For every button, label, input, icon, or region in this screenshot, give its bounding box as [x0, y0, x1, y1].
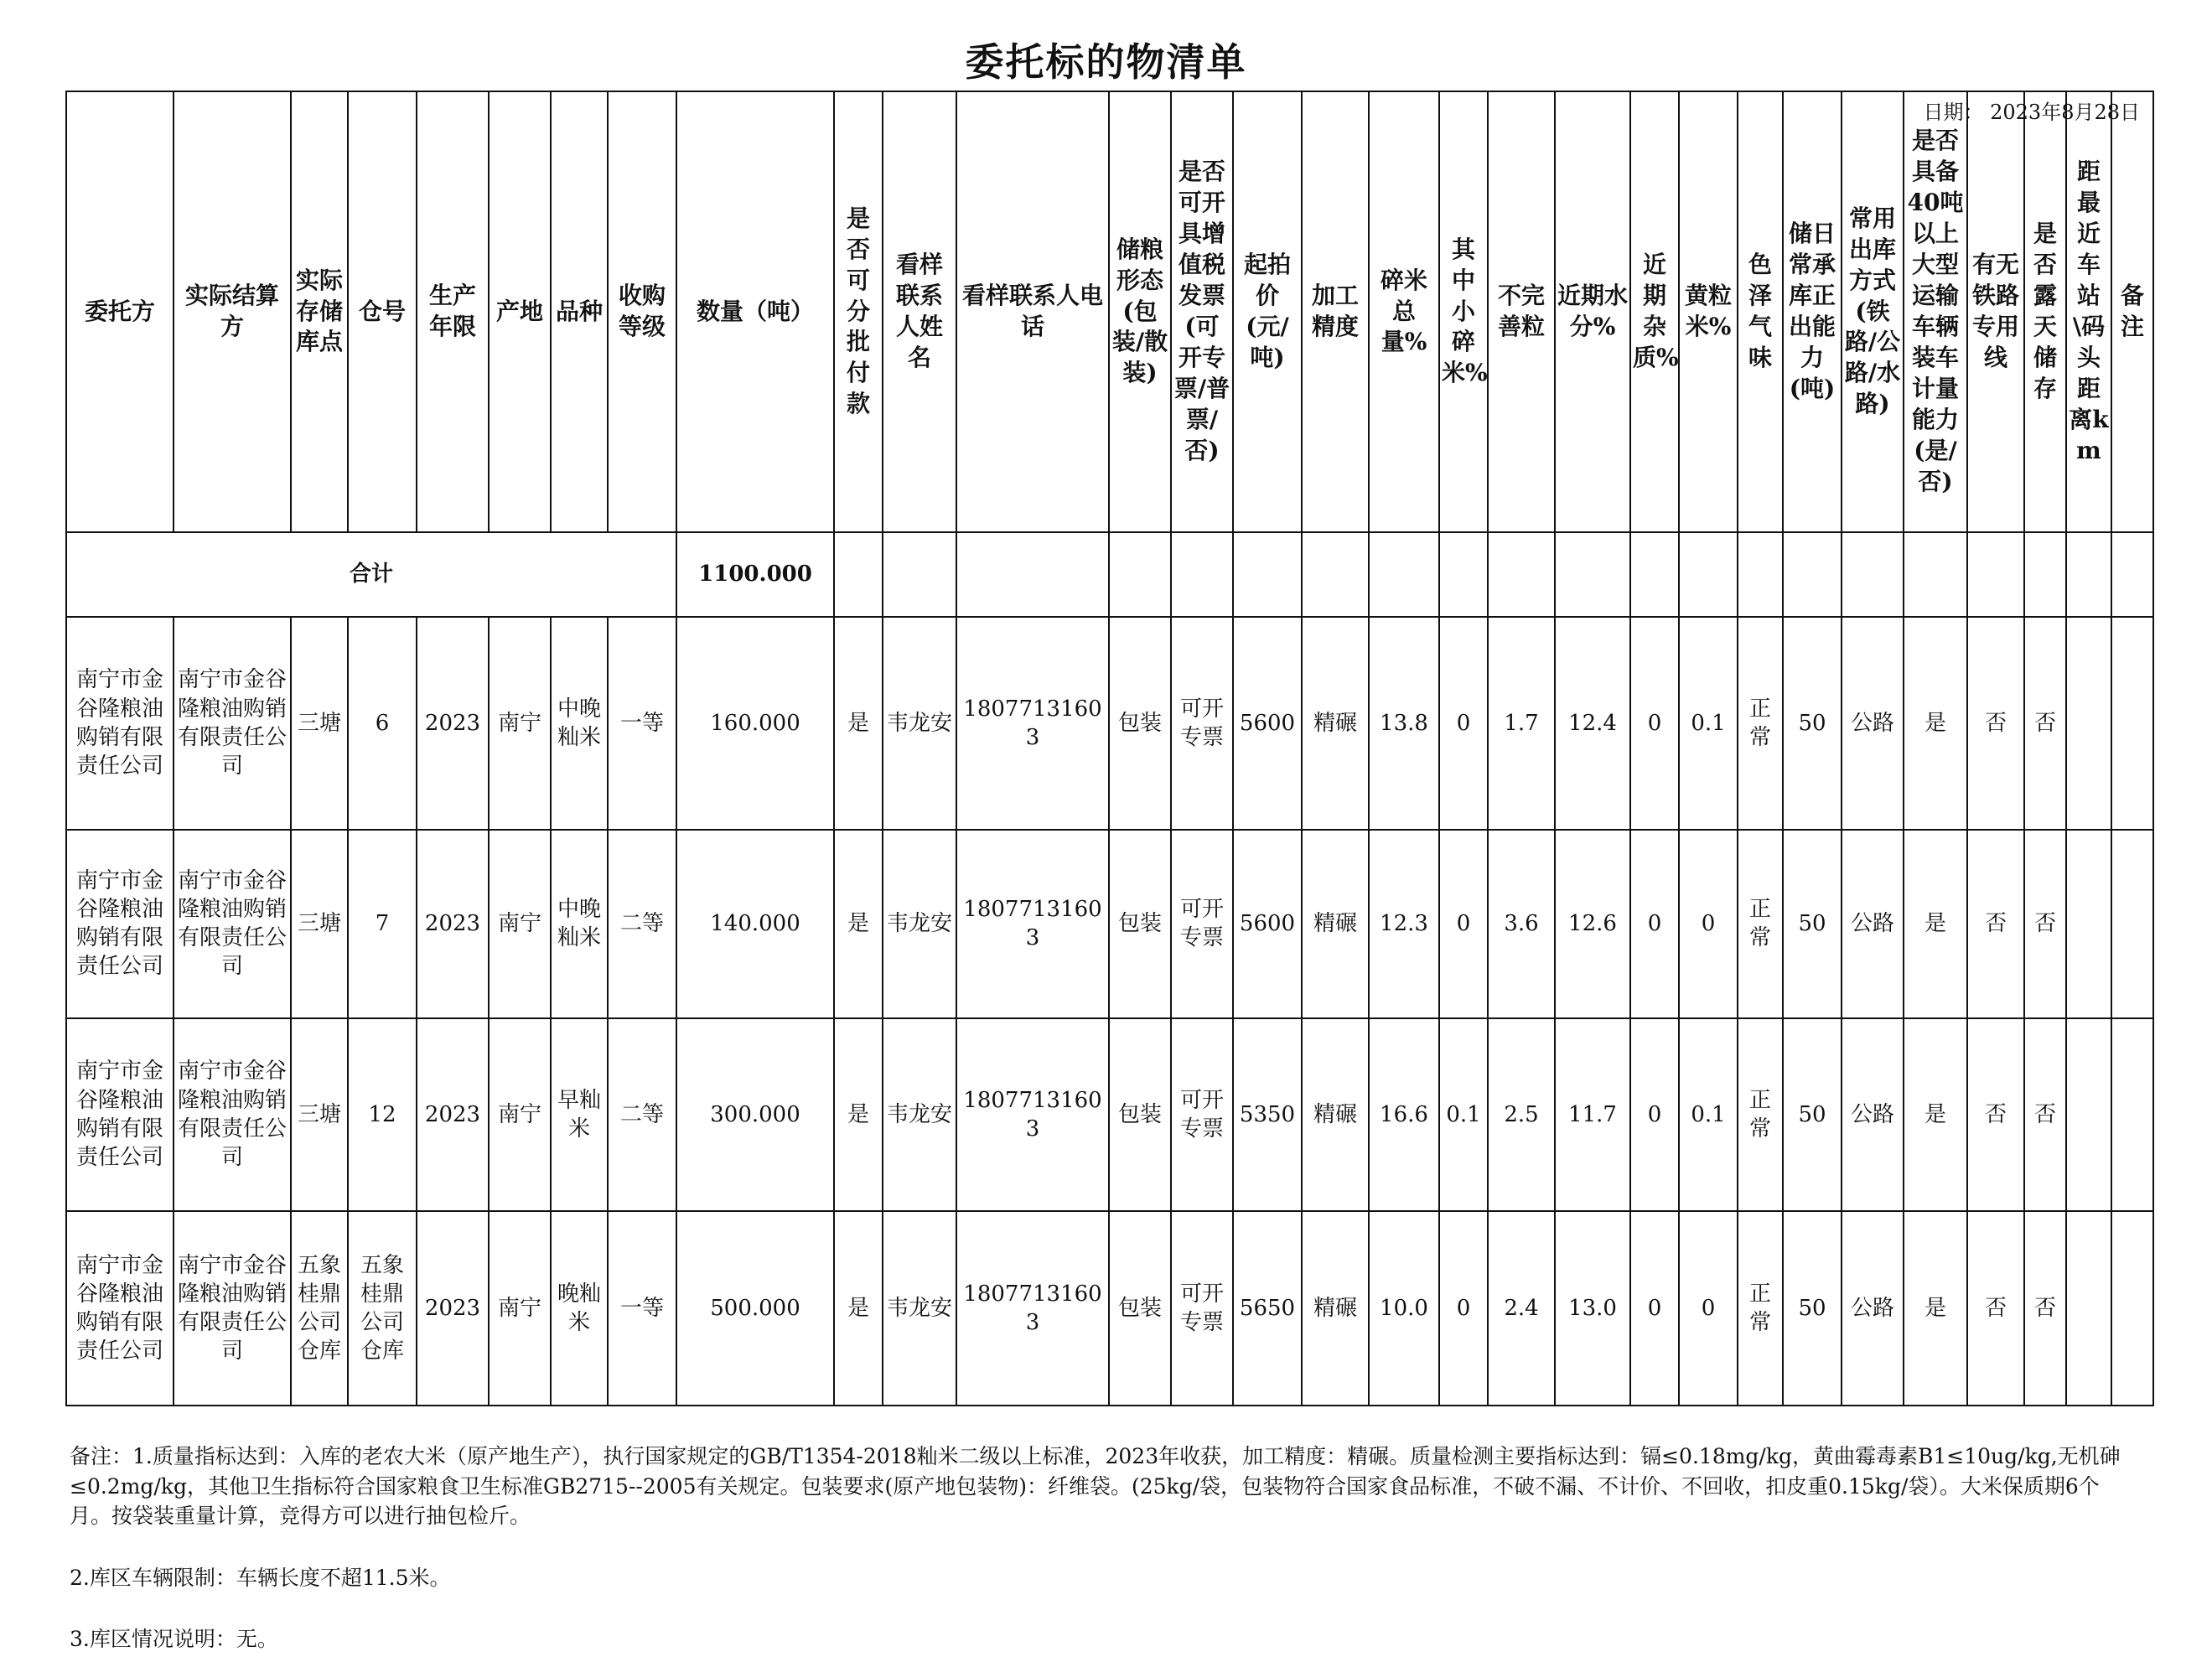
table-cell: 是: [834, 1018, 883, 1212]
table-cell: 18077131603: [956, 830, 1109, 1018]
col-header: 实际结算方: [174, 91, 291, 532]
col-header: 产地: [489, 91, 551, 532]
table-cell: 包装: [1109, 617, 1171, 829]
table-cell: [1842, 532, 1904, 617]
table-cell: 1.7: [1488, 617, 1555, 829]
table-cell: 否: [2024, 617, 2066, 829]
table-cell: 12.4: [1555, 617, 1630, 829]
table-cell: 可开专票: [1171, 617, 1233, 829]
table-cell: 5350: [1233, 1018, 1302, 1212]
table-cell: 正常: [1738, 1211, 1783, 1406]
table-cell: 0.1: [1439, 1018, 1488, 1212]
table-row: [66, 1018, 2153, 1212]
table-cell: 一等: [608, 617, 676, 829]
table-cell: 5600: [1233, 830, 1302, 1018]
col-header: 碎米总量%: [1369, 91, 1439, 532]
col-header: 黄粒米%: [1679, 91, 1738, 532]
table-cell: 正常: [1738, 1018, 1783, 1212]
col-header: 近期杂质%: [1630, 91, 1679, 532]
table-cell: 0: [1630, 617, 1679, 829]
table-cell: 中晚籼米: [551, 830, 608, 1018]
table-cell: 南宁: [489, 1018, 551, 1212]
table-cell: 早籼米: [551, 1018, 608, 1212]
col-header: 储粮形态(包装/散装): [1109, 91, 1171, 532]
table-cell: 7: [348, 830, 417, 1018]
table-cell: 五象桂鼎公司仓库: [348, 1211, 417, 1406]
col-header: 其中小碎米%: [1439, 91, 1488, 532]
table-cell: 晚籼米: [551, 1211, 608, 1406]
table-cell: [1233, 532, 1302, 617]
table-cell: 精碾: [1302, 1018, 1369, 1212]
table-cell: 公路: [1842, 617, 1904, 829]
col-header: 是否具备40吨以上大型运输车辆装车计量能力(是/否): [1904, 91, 1967, 532]
table-cell: [2066, 830, 2111, 1018]
table-row: [66, 617, 2153, 829]
page-title: 委托标的物清单: [965, 39, 1247, 85]
table-cell: 18077131603: [956, 1211, 1109, 1406]
table-cell: 18077131603: [956, 1018, 1109, 1212]
col-header: 近期水分%: [1555, 91, 1630, 532]
table-cell: [2024, 532, 2066, 617]
col-header: 委托方: [66, 91, 174, 532]
table-cell: 二等: [608, 830, 676, 1018]
table-cell: 5600: [1233, 617, 1302, 829]
table-cell: 是: [1904, 830, 1967, 1018]
table-cell: 0: [1630, 1211, 1679, 1406]
table-cell: 500.000: [676, 1211, 834, 1406]
table-cell: 南宁市金谷隆粮油购销有限责任公司: [66, 617, 174, 829]
table-cell: 南宁市金谷隆粮油购销有限责任公司: [66, 1018, 174, 1212]
table-cell: [1109, 532, 1171, 617]
table-cell: 2.5: [1488, 1018, 1555, 1212]
table-cell: [1555, 532, 1630, 617]
table-cell: 精碾: [1302, 1211, 1369, 1406]
table-row: [66, 1211, 2153, 1406]
table-cell: [1738, 532, 1783, 617]
table-cell: 13.8: [1369, 617, 1439, 829]
table-cell: 0: [1439, 830, 1488, 1018]
table-cell: 可开专票: [1171, 830, 1233, 1018]
table-cell: [1783, 532, 1842, 617]
table-cell: [2111, 532, 2153, 617]
table-cell: 10.0: [1369, 1211, 1439, 1406]
table-cell: 南宁: [489, 1211, 551, 1406]
table-cell: 是: [1904, 1211, 1967, 1406]
table-cell: 南宁市金谷隆粮油购销有限责任公司: [174, 1211, 291, 1406]
document-date: 日期： 2023年8月28日: [1923, 101, 2140, 124]
table-cell: 南宁市金谷隆粮油购销有限责任公司: [66, 1211, 174, 1406]
total-quantity: 1100.000: [676, 532, 834, 617]
table-cell: 0: [1439, 617, 1488, 829]
table-cell: 2023: [417, 1018, 489, 1212]
table-cell: 140.000: [676, 830, 834, 1018]
table-cell: 一等: [608, 1211, 676, 1406]
table-cell: 可开专票: [1171, 1211, 1233, 1406]
col-header: 实际存储库点: [291, 91, 348, 532]
remark-1: 备注：1.质量指标达到：入库的老农大米（原产地生产），执行国家规定的GB/T1354-2018籼米二级以上标准，2023年收获，加工精度：精碾。质量检测主要指标达到：镉≤0.18mg/kg，黄曲霉毒素B1≤10ug/kg,无机砷≤0.2mg/kg，其他卫生指标符合国家粮食卫生标准GB2715--2005有关规定。包装要求(原产地包装物)：纤维袋。(25kg/袋，包装物符合国家食品标准，不破不漏、不计价、不回收，扣皮重0.15kg/袋）。大米保质期6个月。按袋装重量计算，竞得方可以进行抽包检斤。: [70, 1444, 2121, 1528]
table-cell: 50: [1783, 830, 1842, 1018]
table-cell: 三塘: [291, 1018, 348, 1212]
table-cell: 否: [1967, 1018, 2024, 1212]
table-cell: 0: [1630, 830, 1679, 1018]
table-cell: 南宁市金谷隆粮油购销有限责任公司: [66, 830, 174, 1018]
col-header: 看样联系人姓名: [883, 91, 956, 532]
table-cell: 南宁市金谷隆粮油购销有限责任公司: [174, 830, 291, 1018]
col-header: 常用出库方式(铁路/公路/水路): [1842, 91, 1904, 532]
table-row: [66, 830, 2153, 1018]
total-row: [66, 532, 2153, 617]
table-cell: 否: [1967, 1211, 2024, 1406]
table-cell: [883, 532, 956, 617]
table-cell: [2066, 1018, 2111, 1212]
table-cell: [2066, 532, 2111, 617]
table-cell: [1630, 532, 1679, 617]
col-header: 不完善粒: [1488, 91, 1555, 532]
table-cell: 160.000: [676, 617, 834, 829]
col-header: 距最近车站\码头距离km: [2066, 91, 2111, 532]
table-cell: 南宁市金谷隆粮油购销有限责任公司: [174, 1018, 291, 1212]
col-header: 是否可分批付款: [834, 91, 883, 532]
col-header: 生产年限: [417, 91, 489, 532]
table-cell: 二等: [608, 1018, 676, 1212]
col-header: 品种: [551, 91, 608, 532]
table-cell: 5650: [1233, 1211, 1302, 1406]
table-cell: 韦龙安: [883, 1211, 956, 1406]
table-cell: 否: [1967, 617, 2024, 829]
table-cell: 否: [1967, 830, 2024, 1018]
table-cell: 正常: [1738, 830, 1783, 1018]
remarks-section: [70, 1442, 2140, 1654]
table-cell: 12.3: [1369, 830, 1439, 1018]
table-cell: [1171, 532, 1233, 617]
table-cell: 12.6: [1555, 830, 1630, 1018]
table-cell: 南宁: [489, 830, 551, 1018]
table-cell: [1369, 532, 1439, 617]
table-cell: 3.6: [1488, 830, 1555, 1018]
remark-3: 3.库区情况说明：无。: [70, 1627, 278, 1651]
table-cell: 300.000: [676, 1018, 834, 1212]
table-cell: 是: [1904, 617, 1967, 829]
table-cell: 中晚籼米: [551, 617, 608, 829]
table-cell: [1967, 532, 2024, 617]
total-label: 合计: [66, 532, 676, 617]
table-cell: 公路: [1842, 1018, 1904, 1212]
table-cell: [1679, 532, 1738, 617]
table-cell: 0: [1679, 830, 1738, 1018]
col-header: 仓号: [348, 91, 417, 532]
table-cell: 否: [2024, 830, 2066, 1018]
table-cell: 13.0: [1555, 1211, 1630, 1406]
table-cell: 包装: [1109, 1018, 1171, 1212]
col-header: 备注: [2111, 91, 2153, 532]
table-cell: 三塘: [291, 830, 348, 1018]
table-cell: 2023: [417, 617, 489, 829]
table-cell: 0.1: [1679, 617, 1738, 829]
table-cell: [834, 532, 883, 617]
table-cell: [2111, 1018, 2153, 1212]
table-cell: 南宁市金谷隆粮油购销有限责任公司: [174, 617, 291, 829]
table-cell: 0: [1630, 1018, 1679, 1212]
bid-items-table: [65, 91, 2154, 1406]
table-cell: 三塘: [291, 617, 348, 829]
table-cell: 18077131603: [956, 617, 1109, 829]
col-header: 是否可开具增值税发票(可开专票/普票/否): [1171, 91, 1233, 532]
table-cell: 16.6: [1369, 1018, 1439, 1212]
table-cell: 50: [1783, 1018, 1842, 1212]
table-cell: 50: [1783, 617, 1842, 829]
remark-2: 2.库区车辆限制：车辆长度不超11.5米。: [70, 1565, 451, 1590]
col-header: 看样联系人电话: [956, 91, 1109, 532]
table-cell: 是: [834, 830, 883, 1018]
table-cell: [2111, 617, 2153, 829]
table-cell: 0: [1679, 1211, 1738, 1406]
table-cell: 6: [348, 617, 417, 829]
col-header: 数量（吨）: [676, 91, 834, 532]
col-header: 加工精度: [1302, 91, 1369, 532]
table-cell: 否: [2024, 1018, 2066, 1212]
table-cell: [2111, 830, 2153, 1018]
table-cell: 公路: [1842, 830, 1904, 1018]
table-cell: [2066, 617, 2111, 829]
table-cell: 0.1: [1679, 1018, 1738, 1212]
table-cell: 南宁: [489, 617, 551, 829]
table-cell: 是: [1904, 1018, 1967, 1212]
table-cell: 是: [834, 617, 883, 829]
col-header: 收购等级: [608, 91, 676, 532]
table-cell: [2111, 1211, 2153, 1406]
col-header: 是否露天储存: [2024, 91, 2066, 532]
table-cell: 韦龙安: [883, 830, 956, 1018]
header-row: [66, 91, 2153, 532]
table-cell: [956, 532, 1109, 617]
table-cell: 12: [348, 1018, 417, 1212]
table-cell: 2023: [417, 830, 489, 1018]
table-cell: 2023: [417, 1211, 489, 1406]
table-cell: [1302, 532, 1369, 617]
table-cell: 是: [834, 1211, 883, 1406]
table-cell: 韦龙安: [883, 617, 956, 829]
table-cell: 正常: [1738, 617, 1783, 829]
table-cell: [1488, 532, 1555, 617]
table-cell: 包装: [1109, 1211, 1171, 1406]
col-header: 有无铁路专用线: [1967, 91, 2024, 532]
table-cell: 50: [1783, 1211, 1842, 1406]
table-cell: 精碾: [1302, 830, 1369, 1018]
table-cell: 公路: [1842, 1211, 1904, 1406]
table-cell: 五象桂鼎公司仓库: [291, 1211, 348, 1406]
table-cell: [1439, 532, 1488, 617]
table-cell: [2066, 1211, 2111, 1406]
col-header: 起拍价(元/吨): [1233, 91, 1302, 532]
table-cell: 可开专票: [1171, 1018, 1233, 1212]
table-cell: 精碾: [1302, 617, 1369, 829]
table-cell: 11.7: [1555, 1018, 1630, 1212]
table-cell: 否: [2024, 1211, 2066, 1406]
table-cell: [1904, 532, 1967, 617]
col-header: 储日常承库正出能力(吨): [1783, 91, 1842, 532]
table-cell: 韦龙安: [883, 1018, 956, 1212]
table-cell: 2.4: [1488, 1211, 1555, 1406]
col-header: 色泽气味: [1738, 91, 1783, 532]
table-cell: 0: [1439, 1211, 1488, 1406]
table-cell: 包装: [1109, 830, 1171, 1018]
